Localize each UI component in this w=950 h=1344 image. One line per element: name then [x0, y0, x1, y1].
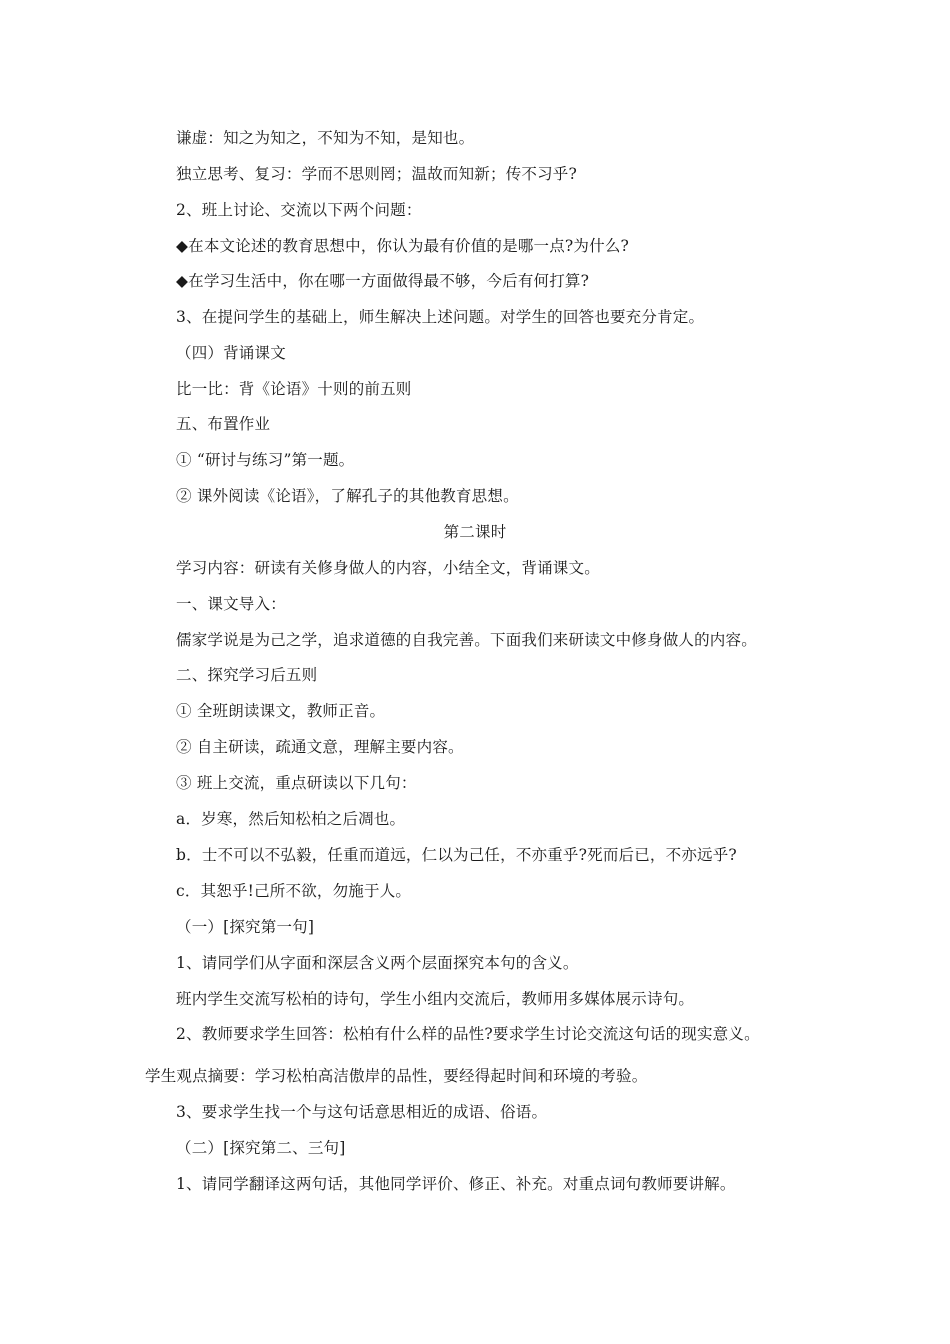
list-item-explore-3: ③ 班上交流，重点研读以下几句： — [176, 774, 417, 792]
section-heading-explore: 二、探究学习后五则 — [176, 666, 318, 684]
section-heading-recite: （四）背诵课文 — [176, 344, 286, 362]
text-line-find-idioms: 3、要求学生找一个与这句话意思相近的成语、俗语。 — [176, 1103, 548, 1121]
text-line-solve-questions: 3、在提问学生的基础上，师生解决上述问题。对学生的回答也要充分肯定。 — [176, 308, 705, 326]
text-line-independent-thinking: 独立思考、复习：学而不思则罔；温故而知新；传不习乎? — [176, 165, 578, 183]
section-heading-introduction: 一、课文导入： — [176, 595, 286, 613]
quote-line-c: c．其恕乎!己所不欲，勿施于人。 — [176, 882, 412, 900]
text-line-pine-poems: 班内学生交流写松柏的诗句，学生小组内交流后，教师用多媒体展示诗句。 — [176, 990, 695, 1008]
text-line-learning-content: 学习内容：研读有关修身做人的内容，小结全文，背诵课文。 — [176, 559, 600, 577]
section-heading-second-third: （二）[探究第二、三句] — [176, 1139, 346, 1157]
text-line-teacher-question: 2、教师要求学生回答：松柏有什么样的品性?要求学生讨论交流这句话的现实意义。 — [176, 1025, 760, 1043]
quote-line-a: a．岁寒，然后知松柏之后凋也。 — [176, 810, 406, 828]
lesson-title: 第二课时 — [443, 523, 507, 541]
text-line-modesty: 谦虚：知之为知之，不知为不知，是知也。 — [176, 129, 475, 147]
quote-line-b: b．士不可以不弘毅，任重而道远，仁以为己任，不亦重乎?死而后已，不亦远乎? — [176, 846, 737, 864]
list-item-explore-1: ① 全班朗读课文，教师正音。 — [176, 702, 386, 720]
text-line-confucian-intro: 儒家学说是为己之学，追求道德的自我完善。下面我们来研读文中修身做人的内容。 — [176, 631, 757, 649]
text-line-question-2: ◆在学习生活中，你在哪一方面做得最不够，今后有何打算? — [176, 272, 590, 290]
text-line-recite-compare: 比一比：背《论语》十则的前五则 — [176, 380, 412, 398]
list-item-homework-1: ① “研讨与练习”第一题。 — [176, 451, 355, 469]
list-item-explore-2: ② 自主研读，疏通文意，理解主要内容。 — [176, 738, 464, 756]
text-line-student-summary: 学生观点摘要：学习松柏高洁傲岸的品性，要经得起时间和环境的考验。 — [145, 1067, 648, 1085]
section-heading-first-sentence: （一）[探究第一句] — [176, 918, 315, 936]
text-line-translate: 1、请同学翻译这两句话，其他同学评价、修正、补充。对重点词句教师要讲解。 — [176, 1175, 736, 1193]
text-line-class-discussion: 2、班上讨论、交流以下两个问题： — [176, 201, 422, 219]
text-line-question-1: ◆在本文论述的教育思想中，你认为最有价值的是哪一点?为什么? — [176, 237, 630, 255]
text-line-explore-meaning: 1、请同学们从字面和深层含义两个层面探究本句的含义。 — [176, 954, 579, 972]
list-item-homework-2: ② 课外阅读《论语》，了解孔子的其他教育思想。 — [176, 487, 519, 505]
section-heading-homework: 五、布置作业 — [176, 415, 271, 433]
